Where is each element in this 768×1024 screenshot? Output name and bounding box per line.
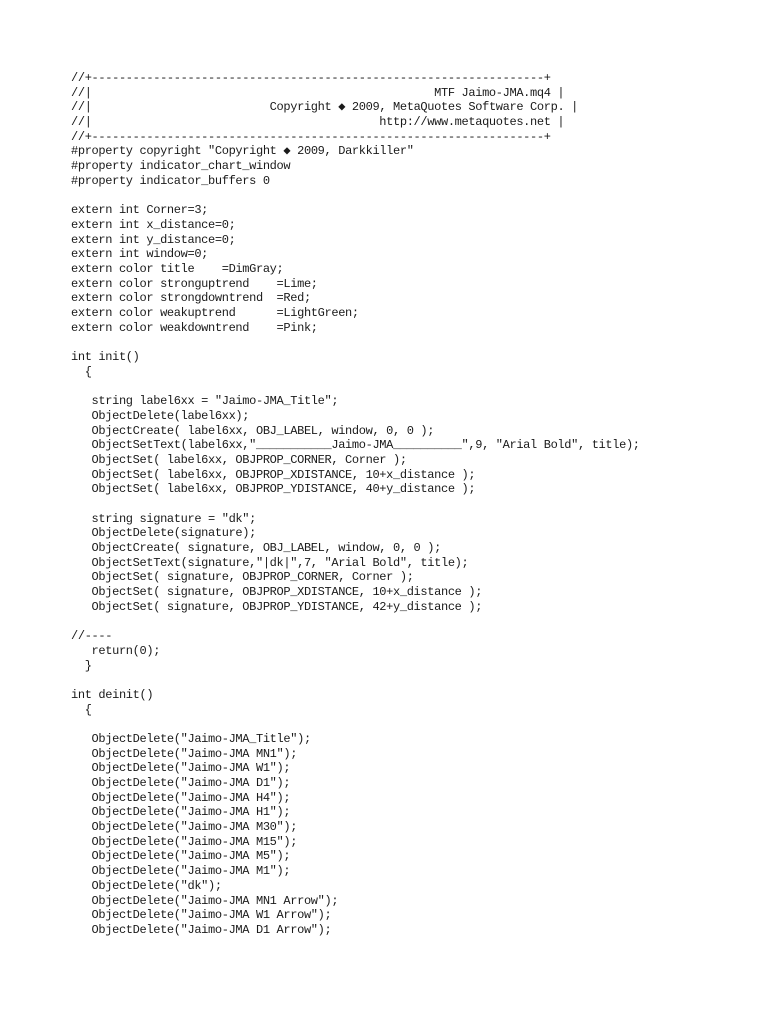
blank-line <box>71 335 751 350</box>
code-line: ObjectSet( signature, OBJPROP_CORNER, Corner ); <box>71 570 414 585</box>
code-line: extern int Corner=3; <box>71 203 209 218</box>
code-line: ObjectDelete("Jaimo-JMA M30"); <box>71 820 298 835</box>
code-line: ObjectCreate( signature, OBJ_LABEL, window, 0, 0 ); <box>71 541 441 555</box>
code-line: ObjectDelete("Jaimo-JMA M15"); <box>71 834 298 849</box>
code-line: { <box>71 702 92 717</box>
code-line: extern color weakuptrend =LightGreen; <box>71 306 359 320</box>
code-line: { <box>71 364 92 379</box>
code-line: ObjectSet( label6xx, OBJPROP_CORNER, Corner ); <box>71 452 407 467</box>
code-line: ObjectDelete("Jaimo-JMA H1"); <box>71 805 291 820</box>
code-line: return(0); <box>71 643 161 658</box>
code-line: #property copyright "Copyright ◆ 2009, Darkkiller" <box>71 144 414 159</box>
code-line: extern int window=0; <box>71 247 209 262</box>
code-line: extern int y_distance=0; <box>71 232 236 247</box>
code-line: ObjectDelete("Jaimo-JMA W1"); <box>71 761 291 776</box>
code-line: ObjectDelete("Jaimo-JMA MN1"); <box>71 746 298 761</box>
code-line: extern color weakdowntrend =Pink; <box>71 320 318 335</box>
blank-line <box>71 189 751 204</box>
blank-line <box>71 673 751 688</box>
code-line: //| Copyright ◆ 2009, MetaQuotes Software Corp. | <box>71 100 579 115</box>
code-line: ObjectDelete("Jaimo-JMA D1"); <box>71 776 291 790</box>
code-line: ObjectDelete(label6xx); <box>71 408 250 423</box>
code-line: ObjectSet( label6xx, OBJPROP_XDISTANCE, 10+x_distance ); <box>71 467 476 482</box>
code-line: ObjectSetText(label6xx,"___________Jaimo-JMA__________",9, "Arial Bold", title); <box>71 438 640 453</box>
code-line: //+------------------------------------------------------------------+ <box>71 129 551 144</box>
code-line: int deinit() <box>71 687 154 702</box>
code-line: ObjectDelete("dk"); <box>71 878 222 893</box>
code-line: #property indicator_buffers 0 <box>71 173 270 188</box>
code-line: //| http://www.metaquotes.net | <box>71 115 565 130</box>
code-line: ObjectDelete("Jaimo-JMA MN1 Arrow"); <box>71 893 339 908</box>
code-line: ObjectDelete("Jaimo-JMA_Title"); <box>71 731 311 746</box>
code-line: ObjectSetText(signature,"|dk|",7, "Arial Bold", title); <box>71 555 469 570</box>
code-line: ObjectDelete(signature); <box>71 526 256 541</box>
code-line: #property indicator_chart_window <box>71 159 291 174</box>
code-line: extern int x_distance=0; <box>71 217 236 232</box>
code-line: extern color stronguptrend =Lime; <box>71 276 318 291</box>
code-line: string label6xx = "Jaimo-JMA_Title"; <box>71 394 339 409</box>
code-line: ObjectDelete("Jaimo-JMA D1 Arrow"); <box>71 922 332 937</box>
code-line: ObjectDelete("Jaimo-JMA H4"); <box>71 790 291 805</box>
blank-line <box>71 717 751 732</box>
code-line: ObjectSet( signature, OBJPROP_XDISTANCE, 10+x_distance ); <box>71 585 483 600</box>
code-line: int init() <box>71 350 140 365</box>
code-line: ObjectDelete("Jaimo-JMA M5"); <box>71 849 291 864</box>
code-document <box>71 71 751 938</box>
blank-line <box>71 614 751 629</box>
code-line: //+------------------------------------------------------------------+ <box>71 71 551 85</box>
code-line: ObjectDelete("Jaimo-JMA M1"); <box>71 864 291 879</box>
code-line: extern color title =DimGray; <box>71 261 284 276</box>
blank-line <box>71 497 751 512</box>
code-line: ObjectCreate( label6xx, OBJ_LABEL, window, 0, 0 ); <box>71 423 435 438</box>
code-line: ObjectSet( label6xx, OBJPROP_YDISTANCE, 40+y_distance ); <box>71 482 476 497</box>
code-line: string signature = "dk"; <box>71 511 256 526</box>
code-line: ObjectDelete("Jaimo-JMA W1 Arrow"); <box>71 908 332 923</box>
code-line: extern color strongdowntrend =Red; <box>71 291 311 306</box>
code-line: //---- <box>71 629 113 644</box>
code-line: ObjectSet( signature, OBJPROP_YDISTANCE, 42+y_distance ); <box>71 599 483 614</box>
code-line: //| MTF Jaimo-JMA.mq4 | <box>71 85 565 100</box>
code-line: } <box>71 658 92 673</box>
blank-line <box>71 379 751 394</box>
